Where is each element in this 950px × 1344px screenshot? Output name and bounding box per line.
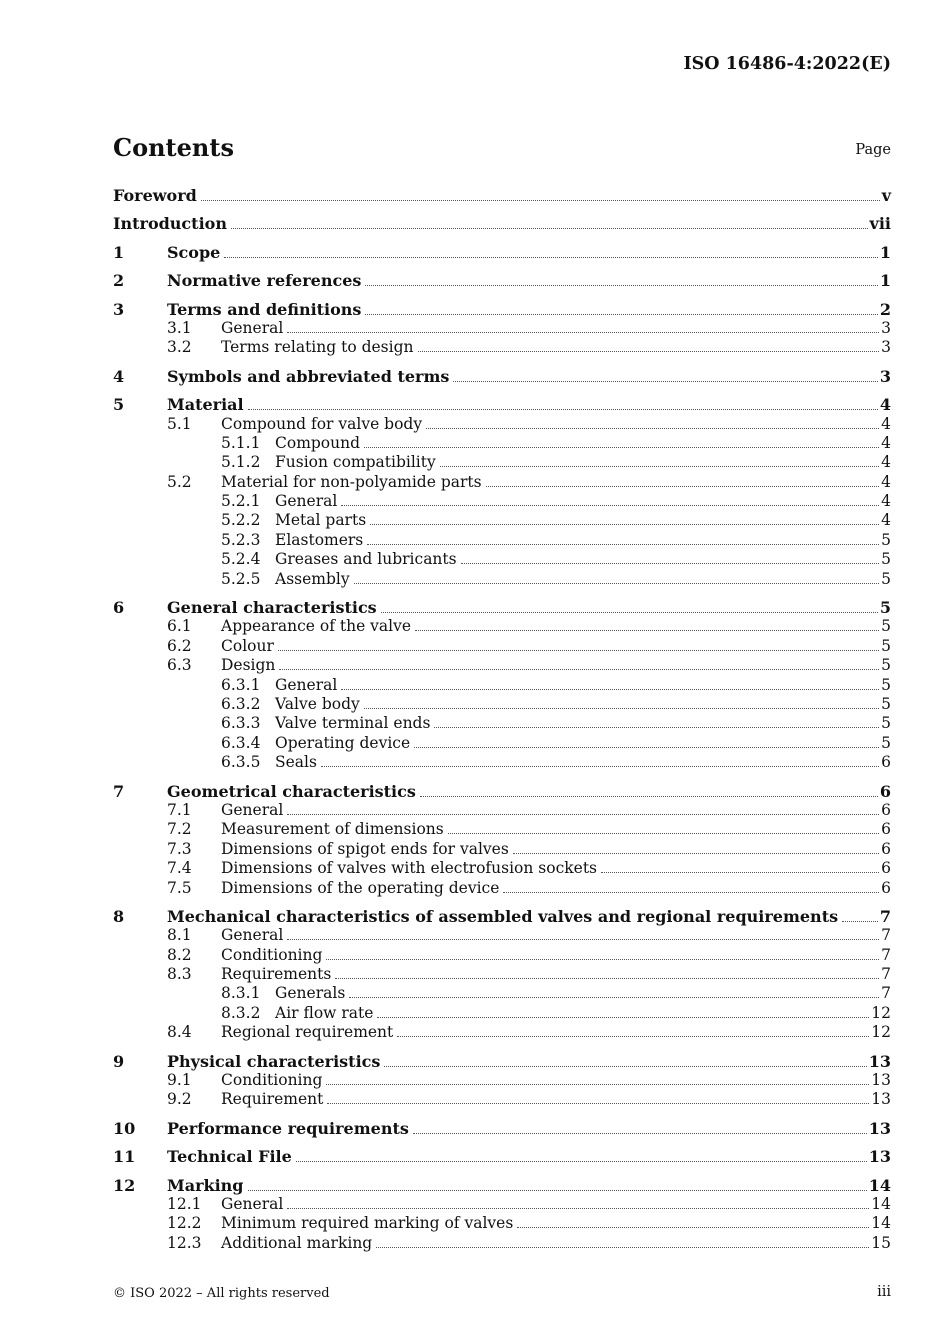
toc-entry-number: 8.4 xyxy=(167,1023,192,1042)
toc-entry-page: 5 xyxy=(881,550,891,569)
dot-leader xyxy=(279,656,879,670)
toc-entry-page: 5 xyxy=(881,675,891,694)
toc-entry-title: General xyxy=(221,800,284,819)
toc-entry-title: Mechanical characteristics of assembled valves and regional requirements xyxy=(167,906,839,926)
dot-leader xyxy=(453,368,877,382)
toc-entry-page: 6 xyxy=(881,859,891,878)
toc-entry-number: 7.3 xyxy=(167,839,192,858)
toc-entry-title: Colour xyxy=(221,636,274,655)
toc-entry[interactable] xyxy=(113,338,891,357)
toc-entry-number: 8.3.1 xyxy=(221,984,261,1003)
dot-leader xyxy=(326,1071,869,1085)
toc-entry[interactable] xyxy=(113,598,891,617)
toc-entry-number: 4 xyxy=(113,366,125,386)
document-id: ISO 16486-4:2022(E) xyxy=(683,54,891,74)
dot-leader xyxy=(354,570,880,584)
toc-entry[interactable] xyxy=(113,801,891,820)
dot-leader xyxy=(486,473,880,487)
dot-leader xyxy=(364,695,879,709)
toc-entry-number: 5.1.2 xyxy=(221,453,261,472)
toc-entry-page: 1 xyxy=(879,271,891,291)
toc-entry-number: 5 xyxy=(113,395,125,415)
toc-entry-title: General xyxy=(221,926,284,945)
toc-entry[interactable] xyxy=(113,637,891,656)
toc-entry-page: 4 xyxy=(881,511,891,530)
toc-entry[interactable] xyxy=(113,1004,891,1023)
dot-leader xyxy=(365,301,877,315)
dot-leader xyxy=(426,415,879,429)
toc-entry[interactable] xyxy=(113,1176,891,1195)
toc-entry-title: Design xyxy=(221,656,276,675)
toc-entry-title: Introduction xyxy=(113,214,227,234)
toc-entry-title: General characteristics xyxy=(167,598,377,618)
dot-leader xyxy=(287,1195,869,1209)
toc-entry-number: 5.1 xyxy=(167,414,192,433)
toc-entry-title: Physical characteristics xyxy=(167,1051,381,1071)
toc-entry-number: 5.2.1 xyxy=(221,492,261,511)
toc-entry[interactable] xyxy=(113,1119,891,1138)
toc-entry[interactable] xyxy=(113,531,891,550)
toc-entry-number: 7.5 xyxy=(167,878,192,897)
toc-entry-title: Additional marking xyxy=(221,1233,373,1252)
dot-leader xyxy=(397,1023,869,1037)
toc-entry[interactable] xyxy=(113,492,891,511)
toc-entry-page: 4 xyxy=(879,395,891,415)
dot-leader xyxy=(364,434,879,448)
toc-entry-title: Compound for valve body xyxy=(221,414,423,433)
toc-entry[interactable] xyxy=(113,734,891,753)
toc-entry-page: 13 xyxy=(868,1147,891,1167)
toc-entry-page: 6 xyxy=(881,753,891,772)
toc-entry[interactable] xyxy=(113,907,891,926)
toc-entry-page: 5 xyxy=(879,598,891,618)
toc-entry[interactable] xyxy=(113,570,891,589)
toc-entry-page: 5 xyxy=(881,569,891,588)
toc-entry[interactable] xyxy=(113,617,891,636)
dot-leader xyxy=(517,1214,869,1228)
dot-leader xyxy=(224,244,878,258)
toc-entry-title: Valve body xyxy=(275,694,360,713)
toc-entry-page: 7 xyxy=(881,926,891,945)
toc-entry[interactable] xyxy=(113,473,891,492)
dot-leader xyxy=(248,1177,867,1191)
dot-leader xyxy=(434,714,879,728)
toc-entry-title: Performance requirements xyxy=(167,1118,409,1138)
toc-entry-number: 12 xyxy=(113,1175,136,1195)
dot-leader xyxy=(461,550,880,564)
toc-entry-page: 2 xyxy=(879,299,891,319)
dot-leader xyxy=(287,801,879,815)
toc-entry[interactable] xyxy=(113,879,891,898)
toc-entry[interactable] xyxy=(113,367,891,386)
dot-leader xyxy=(842,908,878,922)
toc-entry[interactable] xyxy=(113,753,891,772)
dot-leader xyxy=(341,676,879,690)
toc-entry[interactable] xyxy=(113,453,891,472)
dot-leader xyxy=(248,396,878,410)
toc-entry[interactable] xyxy=(113,840,891,859)
toc-entry-title: Terms and definitions xyxy=(167,299,362,319)
toc-entry-title: General xyxy=(221,318,284,337)
toc-entry-number: 7.2 xyxy=(167,820,192,839)
toc-entry[interactable] xyxy=(113,243,891,262)
dot-leader xyxy=(287,319,879,333)
toc-entry-page: 12 xyxy=(871,1003,891,1022)
toc-entry-page: 6 xyxy=(879,781,891,801)
toc-entry-number: 3.2 xyxy=(167,338,192,357)
toc-entry-title: Geometrical characteristics xyxy=(167,781,416,801)
toc-entry-number: 10 xyxy=(113,1118,136,1138)
toc-entry[interactable] xyxy=(113,319,891,338)
dot-leader xyxy=(341,492,879,506)
toc-entry-title: Valve terminal ends xyxy=(275,714,431,733)
toc-entry-title: Fusion compatibility xyxy=(275,453,436,472)
copyright-notice: © ISO 2022 – All rights reserved xyxy=(113,1286,330,1301)
dot-leader xyxy=(415,617,879,631)
dot-leader xyxy=(296,1148,867,1162)
toc-entry-title: Dimensions of spigot ends for valves xyxy=(221,839,509,858)
toc-entry-number: 5.2.5 xyxy=(221,569,261,588)
toc-entry-page: 5 xyxy=(881,530,891,549)
toc-entry-page: 14 xyxy=(871,1214,891,1233)
toc-entry-title: Symbols and abbreviated terms xyxy=(167,366,450,386)
dot-leader xyxy=(287,926,879,940)
toc-entry-title: Material xyxy=(167,395,244,415)
toc-entry[interactable] xyxy=(113,656,891,675)
dot-leader xyxy=(384,1053,866,1067)
toc-entry[interactable] xyxy=(113,186,891,205)
toc-entry[interactable] xyxy=(113,511,891,530)
toc-entry-title: Material for non-polyamide parts xyxy=(221,472,482,491)
dot-leader xyxy=(326,946,879,960)
toc-entry[interactable] xyxy=(113,300,891,319)
toc-entry-page: 6 xyxy=(881,800,891,819)
toc-entry-title: Regional requirement xyxy=(221,1023,394,1042)
dot-leader xyxy=(370,511,879,525)
toc-entry[interactable] xyxy=(113,695,891,714)
toc-entry-number: 5.2.3 xyxy=(221,530,261,549)
toc-entry-title: Technical File xyxy=(167,1147,292,1167)
toc-entry-number: 5.2.4 xyxy=(221,550,261,569)
toc-entry-number: 2 xyxy=(113,271,125,291)
toc-entry-title: Foreword xyxy=(113,186,197,205)
toc-entry-number: 8.1 xyxy=(167,926,192,945)
toc-entry-number: 9 xyxy=(113,1051,125,1071)
toc-entry[interactable] xyxy=(113,395,891,414)
toc-entry-page: 7 xyxy=(881,945,891,964)
toc-entry-page: 3 xyxy=(881,338,891,357)
toc-entry-title: Operating device xyxy=(275,733,411,752)
toc-entry-title: Generals xyxy=(275,984,346,1003)
toc-entry-page: 5 xyxy=(881,733,891,752)
toc-entry-number: 7.1 xyxy=(167,800,192,819)
toc-entry-page: 14 xyxy=(868,1175,891,1195)
toc-entry-page: 4 xyxy=(881,492,891,511)
toc-entry-title: Terms relating to design xyxy=(221,338,414,357)
toc-entry-number: 6.2 xyxy=(167,636,192,655)
toc-entry-title: Requirements xyxy=(221,965,332,984)
dot-leader xyxy=(440,453,879,467)
toc-entry-number: 6.3.4 xyxy=(221,733,261,752)
toc-entry[interactable] xyxy=(113,271,891,290)
toc-entry[interactable] xyxy=(113,926,891,945)
dot-leader xyxy=(503,879,879,893)
toc-entry[interactable] xyxy=(113,1147,891,1166)
dot-leader xyxy=(601,859,879,873)
toc-entry-page: 13 xyxy=(868,1118,891,1138)
toc-entry-page: 3 xyxy=(879,366,891,386)
toc-entry[interactable] xyxy=(113,550,891,569)
contents-heading: Contents xyxy=(113,133,234,162)
toc-entry-page: 5 xyxy=(881,656,891,675)
toc-entry-number: 12.2 xyxy=(167,1214,202,1233)
toc-entry-number: 1 xyxy=(113,242,125,262)
toc-entry-page: 15 xyxy=(871,1233,891,1252)
toc-entry-page: 12 xyxy=(871,1023,891,1042)
toc-entry-title: Conditioning xyxy=(221,1071,323,1090)
toc-entry-number: 8.2 xyxy=(167,945,192,964)
toc-entry-page: 7 xyxy=(881,984,891,1003)
toc-entry-number: 11 xyxy=(113,1147,136,1167)
dot-leader xyxy=(278,637,879,651)
toc-entry-number: 12.3 xyxy=(167,1233,202,1252)
toc-entry-page: v xyxy=(881,186,891,205)
toc-entry-title: Compound xyxy=(275,433,361,452)
toc-entry[interactable] xyxy=(113,859,891,878)
toc-entry-page: 3 xyxy=(881,318,891,337)
toc-entry[interactable] xyxy=(113,1023,891,1042)
toc-entry-page: 6 xyxy=(881,878,891,897)
toc-entry[interactable] xyxy=(113,676,891,695)
toc-entry[interactable] xyxy=(113,434,891,453)
dot-leader xyxy=(321,753,879,767)
toc-entry-number: 7 xyxy=(113,781,125,801)
toc-entry-number: 3.1 xyxy=(167,318,192,337)
toc-entry-number: 5.1.1 xyxy=(221,433,261,452)
toc-entry-title: Greases and lubricants xyxy=(275,550,457,569)
toc-entry-number: 6.3.2 xyxy=(221,694,261,713)
toc-entry[interactable] xyxy=(113,415,891,434)
toc-entry-page: 13 xyxy=(871,1071,891,1090)
dot-leader xyxy=(349,984,879,998)
toc-entry-title: Scope xyxy=(167,242,221,262)
dot-leader xyxy=(201,187,880,201)
toc-entry-number: 8.3.2 xyxy=(221,1003,261,1022)
toc-entry-title: Requirement xyxy=(221,1090,324,1109)
table-of-contents xyxy=(113,186,891,1253)
toc-entry-page: 4 xyxy=(881,453,891,472)
toc-entry-page: 7 xyxy=(879,906,891,926)
toc-entry-title: Dimensions of the operating device xyxy=(221,878,500,897)
toc-entry[interactable] xyxy=(113,1195,891,1214)
toc-entry-number: 6.3 xyxy=(167,656,192,675)
page-number: iii xyxy=(877,1284,891,1300)
dot-leader xyxy=(376,1234,869,1248)
toc-entry[interactable] xyxy=(113,1234,891,1253)
dot-leader xyxy=(367,531,879,545)
toc-entry-number: 6 xyxy=(113,598,125,618)
toc-entry-title: Minimum required marking of valves xyxy=(221,1214,514,1233)
toc-entry-title: Appearance of the valve xyxy=(221,617,412,636)
toc-entry-number: 6.1 xyxy=(167,617,192,636)
toc-entry-number: 9.2 xyxy=(167,1090,192,1109)
toc-entry-page: 4 xyxy=(881,472,891,491)
toc-entry-number: 8 xyxy=(113,906,125,926)
toc-entry-page: 5 xyxy=(881,694,891,713)
toc-entry[interactable] xyxy=(113,1071,891,1090)
toc-entry-number: 8.3 xyxy=(167,965,192,984)
toc-entry-page: 5 xyxy=(881,617,891,636)
toc-entry-number: 6.3.1 xyxy=(221,675,261,694)
dot-leader xyxy=(365,272,877,286)
toc-entry-title: General xyxy=(275,675,338,694)
dot-leader xyxy=(448,820,879,834)
toc-entry-number: 5.2.2 xyxy=(221,511,261,530)
toc-entry[interactable] xyxy=(113,946,891,965)
toc-entry[interactable] xyxy=(113,1052,891,1071)
toc-entry-number: 12.1 xyxy=(167,1194,202,1213)
toc-entry[interactable] xyxy=(113,820,891,839)
dot-leader xyxy=(414,734,879,748)
toc-entry-number: 7.4 xyxy=(167,859,192,878)
toc-entry-page: 6 xyxy=(881,839,891,858)
dot-leader xyxy=(420,783,878,797)
toc-entry-page: 6 xyxy=(881,820,891,839)
toc-entry-title: Normative references xyxy=(167,271,362,291)
toc-entry-title: General xyxy=(275,492,338,511)
toc-entry-title: Conditioning xyxy=(221,945,323,964)
dot-leader xyxy=(327,1090,869,1104)
toc-entry-title: General xyxy=(221,1194,284,1213)
toc-entry-title: Metal parts xyxy=(275,511,367,530)
toc-entry-number: 9.1 xyxy=(167,1071,192,1090)
toc-entry-title: Dimensions of valves with electrofusion sockets xyxy=(221,859,598,878)
dot-leader xyxy=(418,338,880,352)
toc-entry-number: 3 xyxy=(113,299,125,319)
toc-entry-page: 7 xyxy=(881,965,891,984)
toc-entry-title: Marking xyxy=(167,1175,244,1195)
toc-entry-page: 14 xyxy=(871,1194,891,1213)
toc-entry-page: 4 xyxy=(881,414,891,433)
toc-entry-title: Measurement of dimensions xyxy=(221,820,444,839)
toc-entry-page: 4 xyxy=(881,433,891,452)
toc-entry[interactable] xyxy=(113,714,891,733)
toc-entry[interactable] xyxy=(113,782,891,801)
toc-entry[interactable] xyxy=(113,1214,891,1233)
toc-entry-title: Assembly xyxy=(275,569,350,588)
dot-leader xyxy=(381,599,878,613)
toc-entry-title: Air flow rate xyxy=(275,1003,374,1022)
toc-entry-title: Elastomers xyxy=(275,530,364,549)
toc-entry-number: 6.3.3 xyxy=(221,714,261,733)
dot-leader xyxy=(513,840,879,854)
dot-leader xyxy=(413,1120,867,1134)
toc-entry-page: 13 xyxy=(868,1051,891,1071)
dot-leader xyxy=(377,1004,869,1018)
toc-entry-page: 13 xyxy=(871,1090,891,1109)
toc-entry-page: vii xyxy=(869,214,891,234)
dot-leader xyxy=(335,965,879,979)
dot-leader xyxy=(231,215,868,229)
toc-entry-number: 5.2 xyxy=(167,472,192,491)
toc-entry-number: 6.3.5 xyxy=(221,753,261,772)
toc-entry-page: 1 xyxy=(879,242,891,262)
toc-entry-page: 5 xyxy=(881,714,891,733)
toc-entry[interactable] xyxy=(113,214,891,233)
toc-entry[interactable] xyxy=(113,965,891,984)
toc-entry[interactable] xyxy=(113,984,891,1003)
toc-entry-title: Seals xyxy=(275,753,317,772)
toc-entry-page: 5 xyxy=(881,636,891,655)
toc-entry[interactable] xyxy=(113,1090,891,1109)
page-column-label: Page xyxy=(855,142,891,158)
